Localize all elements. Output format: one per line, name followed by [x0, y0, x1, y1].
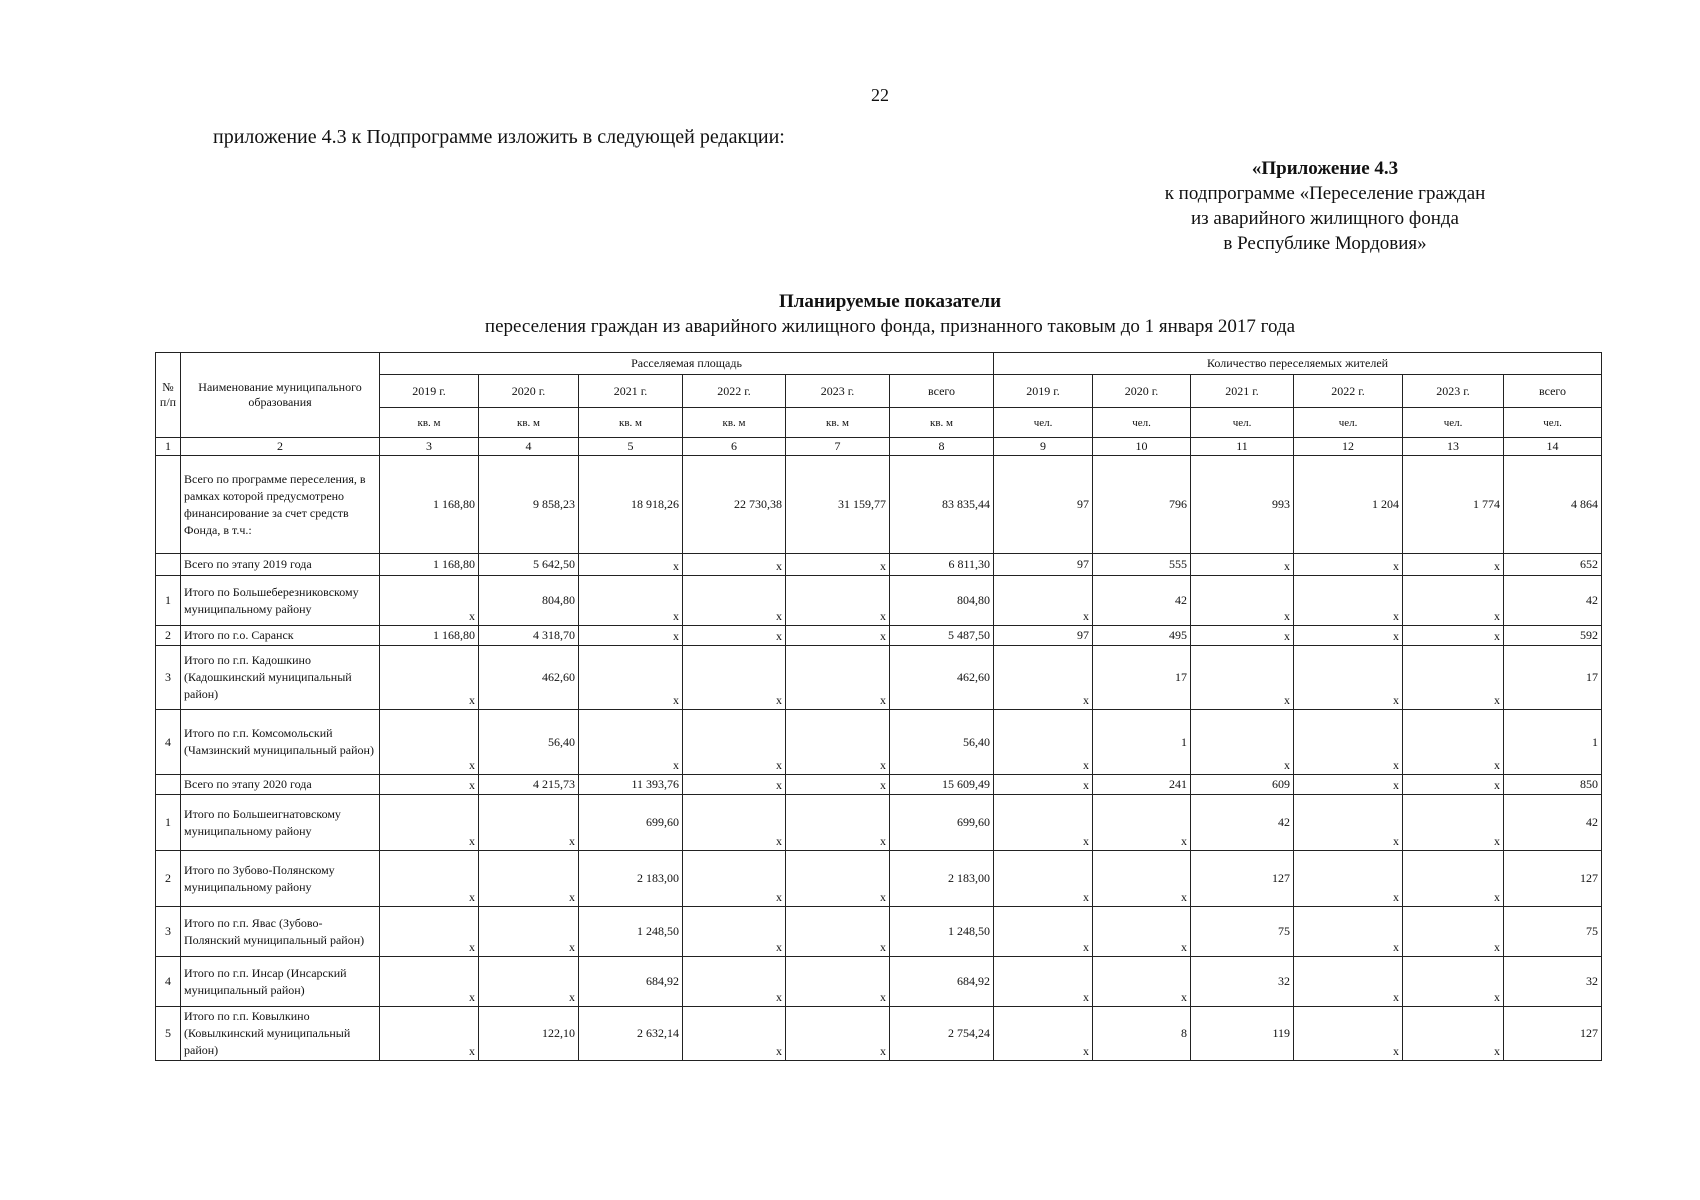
value-cell: x — [683, 626, 786, 646]
value-cell: x — [380, 795, 479, 851]
value-cell: x — [1294, 646, 1403, 710]
value-cell: x — [380, 646, 479, 710]
value-cell: x — [1191, 710, 1294, 775]
value-cell: 127 — [1504, 851, 1602, 907]
table-row — [156, 554, 1602, 576]
value-cell: 4 318,70 — [479, 626, 579, 646]
value-cell: x — [1403, 851, 1504, 907]
unit-header: кв. м — [579, 408, 683, 438]
unit-header: кв. м — [890, 408, 994, 438]
value-cell: x — [1403, 554, 1504, 576]
value-cell: x — [786, 851, 890, 907]
value-cell: x — [786, 646, 890, 710]
year-header: 2019 г. — [994, 375, 1093, 408]
value-cell: x — [1403, 710, 1504, 775]
value-cell: 699,60 — [579, 795, 683, 851]
col-header-no: № п/п — [156, 353, 181, 438]
value-cell: 1 — [1093, 710, 1191, 775]
value-cell: 32 — [1191, 957, 1294, 1007]
year-header: 2020 г. — [479, 375, 579, 408]
unit-header: кв. м — [380, 408, 479, 438]
appendix-line-1: к подпрограмме «Переселение граждан — [1164, 183, 1486, 204]
value-cell: x — [1294, 775, 1403, 795]
value-cell: 42 — [1504, 795, 1602, 851]
value-cell: x — [786, 626, 890, 646]
value-cell: 652 — [1504, 554, 1602, 576]
value-cell: x — [380, 775, 479, 795]
value-cell: x — [380, 576, 479, 626]
value-cell: 119 — [1191, 1007, 1294, 1061]
table-row — [156, 576, 1602, 626]
column-index: 7 — [786, 438, 890, 456]
col-header-name: Наименование муниципального образования — [181, 353, 380, 438]
value-cell: 5 487,50 — [890, 626, 994, 646]
value-cell: x — [994, 907, 1093, 957]
value-cell: x — [683, 957, 786, 1007]
page-number: 22 — [871, 85, 889, 105]
value-cell: x — [1294, 576, 1403, 626]
table-row — [156, 907, 1602, 957]
year-header: 2023 г. — [1403, 375, 1504, 408]
value-cell: 22 730,38 — [683, 456, 786, 554]
row-number: 4 — [156, 957, 181, 1007]
value-cell: 1 204 — [1294, 456, 1403, 554]
value-cell: x — [1403, 775, 1504, 795]
value-cell: 699,60 — [890, 795, 994, 851]
value-cell: 1 774 — [1403, 456, 1504, 554]
value-cell: 11 393,76 — [579, 775, 683, 795]
unit-header: кв. м — [786, 408, 890, 438]
value-cell: x — [683, 907, 786, 957]
value-cell: x — [683, 554, 786, 576]
column-index: 13 — [1403, 438, 1504, 456]
value-cell: x — [380, 907, 479, 957]
value-cell: x — [1403, 795, 1504, 851]
value-cell: 555 — [1093, 554, 1191, 576]
value-cell: x — [479, 851, 579, 907]
value-cell: x — [1191, 554, 1294, 576]
municipality-name: Итого по г.о. Саранск — [181, 626, 380, 646]
value-cell: x — [1294, 795, 1403, 851]
row-number: 2 — [156, 851, 181, 907]
value-cell: x — [380, 710, 479, 775]
municipality-name: Итого по г.п. Кадошкино (Кадошкинский муниципальный район) — [181, 646, 380, 710]
value-cell: 1 248,50 — [890, 907, 994, 957]
column-index: 6 — [683, 438, 786, 456]
year-header: 2021 г. — [1191, 375, 1294, 408]
value-cell: x — [683, 576, 786, 626]
value-cell: x — [786, 907, 890, 957]
value-cell: x — [579, 626, 683, 646]
municipality-name: Всего по этапу 2019 года — [181, 554, 380, 576]
column-index-row — [156, 438, 1602, 456]
value-cell: 684,92 — [579, 957, 683, 1007]
value-cell: 1 248,50 — [579, 907, 683, 957]
value-cell: 127 — [1504, 1007, 1602, 1061]
value-cell: 8 — [1093, 1007, 1191, 1061]
municipality-name: Итого по г.п. Комсомольский (Чамзинский муниципальный район) — [181, 710, 380, 775]
value-cell: 17 — [1504, 646, 1602, 710]
value-cell: x — [994, 957, 1093, 1007]
year-header: всего — [1504, 375, 1602, 408]
value-cell: 127 — [1191, 851, 1294, 907]
table-row — [156, 1007, 1602, 1061]
value-cell: x — [1294, 851, 1403, 907]
value-cell: 241 — [1093, 775, 1191, 795]
value-cell: x — [1093, 957, 1191, 1007]
value-cell: x — [994, 775, 1093, 795]
column-index: 9 — [994, 438, 1093, 456]
year-header: всего — [890, 375, 994, 408]
unit-header: чел. — [1191, 408, 1294, 438]
table-row — [156, 775, 1602, 795]
value-cell: x — [994, 710, 1093, 775]
indicators-table — [155, 352, 1602, 1061]
row-number: 3 — [156, 646, 181, 710]
value-cell: 2 183,00 — [579, 851, 683, 907]
value-cell: x — [786, 554, 890, 576]
row-number: 4 — [156, 710, 181, 775]
value-cell: x — [683, 646, 786, 710]
value-cell: x — [786, 957, 890, 1007]
value-cell: x — [579, 576, 683, 626]
title-line-2: переселения граждан из аварийного жилищного фонда, признанного таковым до 1 января 2017 года — [484, 316, 1296, 337]
value-cell: 796 — [1093, 456, 1191, 554]
value-cell: x — [786, 775, 890, 795]
table-row — [156, 456, 1602, 554]
value-cell: x — [1403, 957, 1504, 1007]
value-cell: x — [1093, 795, 1191, 851]
value-cell: 97 — [994, 554, 1093, 576]
value-cell: 804,80 — [890, 576, 994, 626]
value-cell: x — [1294, 626, 1403, 646]
municipality-name: Всего по программе переселения, в рамках которой предусмотрено финансирование за счет средств Фонда, в т.ч.: — [181, 456, 380, 554]
value-cell: x — [786, 576, 890, 626]
value-cell: x — [1093, 907, 1191, 957]
group-header-area: Расселяемая площадь — [380, 353, 994, 375]
municipality-name: Итого по г.п. Инсар (Инсарский муниципальный район) — [181, 957, 380, 1007]
value-cell: x — [683, 851, 786, 907]
value-cell: 4 864 — [1504, 456, 1602, 554]
value-cell: x — [1191, 626, 1294, 646]
municipality-name: Итого по Зубово-Полянскому муниципальному району — [181, 851, 380, 907]
value-cell: x — [380, 851, 479, 907]
value-cell: x — [479, 907, 579, 957]
value-cell: 462,60 — [479, 646, 579, 710]
value-cell: 4 215,73 — [479, 775, 579, 795]
unit-header: чел. — [994, 408, 1093, 438]
unit-header: чел. — [1294, 408, 1403, 438]
row-number — [156, 554, 181, 576]
value-cell: 2 183,00 — [890, 851, 994, 907]
row-number: 2 — [156, 626, 181, 646]
value-cell: 42 — [1093, 576, 1191, 626]
value-cell: 75 — [1504, 907, 1602, 957]
value-cell: x — [683, 710, 786, 775]
intro-text: приложение 4.3 к Подпрограмме изложить в следующей редакции: — [213, 126, 785, 148]
row-number: 1 — [156, 795, 181, 851]
value-cell: 97 — [994, 456, 1093, 554]
value-cell: x — [479, 957, 579, 1007]
row-number — [156, 775, 181, 795]
value-cell: 9 858,23 — [479, 456, 579, 554]
column-index: 10 — [1093, 438, 1191, 456]
value-cell: x — [786, 1007, 890, 1061]
value-cell: 32 — [1504, 957, 1602, 1007]
title-line-1: Планируемые показатели — [778, 291, 1002, 312]
table-row — [156, 957, 1602, 1007]
value-cell: x — [994, 576, 1093, 626]
table-row — [156, 851, 1602, 907]
group-header-people: Количество переселяемых жителей — [994, 353, 1602, 375]
value-cell: x — [479, 795, 579, 851]
value-cell: x — [683, 795, 786, 851]
value-cell: x — [579, 710, 683, 775]
unit-header: кв. м — [683, 408, 786, 438]
value-cell: x — [1403, 646, 1504, 710]
value-cell: 1 168,80 — [380, 626, 479, 646]
table-title — [450, 289, 1330, 339]
value-cell: 609 — [1191, 775, 1294, 795]
value-cell: 42 — [1504, 576, 1602, 626]
unit-header: чел. — [1093, 408, 1191, 438]
municipality-name: Итого по г.п. Явас (Зубово-Полянский муниципальный район) — [181, 907, 380, 957]
value-cell: 83 835,44 — [890, 456, 994, 554]
year-header: 2022 г. — [683, 375, 786, 408]
value-cell: x — [380, 957, 479, 1007]
table-row — [156, 710, 1602, 775]
municipality-name: Итого по г.п. Ковылкино (Ковылкинский муниципальный район) — [181, 1007, 380, 1061]
value-cell: 462,60 — [890, 646, 994, 710]
appendix-line-3: в Республике Мордовия» — [1223, 233, 1427, 254]
row-number: 3 — [156, 907, 181, 957]
municipality-name: Итого по Большеигнатовскому муниципальному району — [181, 795, 380, 851]
unit-header: чел. — [1403, 408, 1504, 438]
column-index: 11 — [1191, 438, 1294, 456]
value-cell: 993 — [1191, 456, 1294, 554]
appendix-heading: «Приложение 4.3 — [1251, 158, 1399, 179]
row-number — [156, 456, 181, 554]
value-cell: x — [683, 1007, 786, 1061]
column-index: 4 — [479, 438, 579, 456]
municipality-name: Итого по Большеберезниковскому муниципальному району — [181, 576, 380, 626]
value-cell: x — [786, 795, 890, 851]
row-number: 5 — [156, 1007, 181, 1061]
value-cell: 15 609,49 — [890, 775, 994, 795]
appendix-header — [1150, 156, 1500, 256]
value-cell: 122,10 — [479, 1007, 579, 1061]
value-cell: x — [1403, 626, 1504, 646]
value-cell: 75 — [1191, 907, 1294, 957]
column-index: 2 — [181, 438, 380, 456]
value-cell: 495 — [1093, 626, 1191, 646]
value-cell: 592 — [1504, 626, 1602, 646]
value-cell: x — [579, 646, 683, 710]
value-cell: x — [1403, 1007, 1504, 1061]
value-cell: 6 811,30 — [890, 554, 994, 576]
value-cell: x — [1191, 646, 1294, 710]
value-cell: 1 168,80 — [380, 554, 479, 576]
value-cell: 31 159,77 — [786, 456, 890, 554]
value-cell: x — [1294, 554, 1403, 576]
appendix-line-2: из аварийного жилищного фонда — [1191, 208, 1459, 229]
column-index: 8 — [890, 438, 994, 456]
value-cell: 42 — [1191, 795, 1294, 851]
value-cell: x — [1294, 710, 1403, 775]
column-index: 5 — [579, 438, 683, 456]
value-cell: x — [1294, 1007, 1403, 1061]
year-header: 2020 г. — [1093, 375, 1191, 408]
value-cell: x — [1403, 907, 1504, 957]
value-cell: x — [380, 1007, 479, 1061]
value-cell: x — [994, 1007, 1093, 1061]
value-cell: 97 — [994, 626, 1093, 646]
value-cell: 18 918,26 — [579, 456, 683, 554]
value-cell: x — [1294, 907, 1403, 957]
value-cell: 1 168,80 — [380, 456, 479, 554]
year-header: 2023 г. — [786, 375, 890, 408]
column-index: 1 — [156, 438, 181, 456]
value-cell: 56,40 — [890, 710, 994, 775]
table-row — [156, 795, 1602, 851]
header-row-groups — [156, 353, 1602, 375]
value-cell: 684,92 — [890, 957, 994, 1007]
column-index: 3 — [380, 438, 479, 456]
table-row — [156, 646, 1602, 710]
value-cell: 17 — [1093, 646, 1191, 710]
year-header: 2021 г. — [579, 375, 683, 408]
value-cell: x — [1403, 576, 1504, 626]
value-cell: x — [579, 554, 683, 576]
value-cell: x — [683, 775, 786, 795]
value-cell: 2 754,24 — [890, 1007, 994, 1061]
value-cell: 850 — [1504, 775, 1602, 795]
value-cell: x — [1294, 957, 1403, 1007]
year-header: 2022 г. — [1294, 375, 1403, 408]
row-number: 1 — [156, 576, 181, 626]
value-cell: 5 642,50 — [479, 554, 579, 576]
municipality-name: Всего по этапу 2020 года — [181, 775, 380, 795]
value-cell: x — [1191, 576, 1294, 626]
table-row — [156, 626, 1602, 646]
value-cell: 804,80 — [479, 576, 579, 626]
value-cell: 56,40 — [479, 710, 579, 775]
value-cell: 1 — [1504, 710, 1602, 775]
value-cell: x — [994, 795, 1093, 851]
value-cell: 2 632,14 — [579, 1007, 683, 1061]
value-cell: x — [786, 710, 890, 775]
column-index: 14 — [1504, 438, 1602, 456]
unit-header: кв. м — [479, 408, 579, 438]
value-cell: x — [994, 851, 1093, 907]
value-cell: x — [994, 646, 1093, 710]
column-index: 12 — [1294, 438, 1403, 456]
unit-header: чел. — [1504, 408, 1602, 438]
value-cell: x — [1093, 851, 1191, 907]
year-header: 2019 г. — [380, 375, 479, 408]
